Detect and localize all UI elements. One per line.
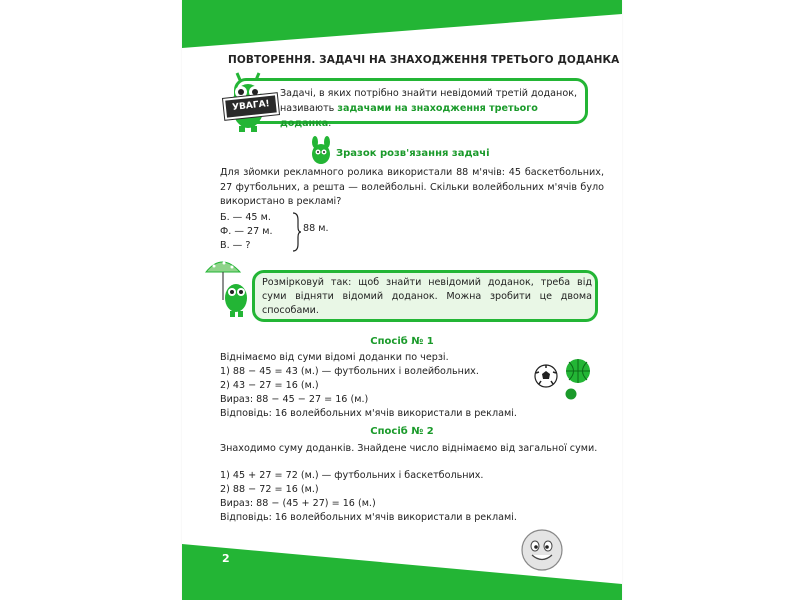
page-number: 2 xyxy=(222,552,230,565)
method2-intro: Знаходимо суму доданків. Знайдене число віднімаємо від загальної суми. xyxy=(220,443,598,454)
method2-line: 1) 45 + 27 = 72 (м.) — футбольних і баскетбольних. xyxy=(220,470,484,481)
small-ball-icon xyxy=(565,388,577,400)
workbook-page xyxy=(182,0,622,600)
method2-line: 2) 88 − 72 = 16 (м.) xyxy=(220,484,319,495)
curly-brace-icon xyxy=(292,212,302,252)
bunny-character-icon xyxy=(308,136,334,166)
condition-football: Ф. — 27 м. xyxy=(220,226,273,237)
method1-line: Віднімаємо від суми відомі доданки по черзі. xyxy=(220,352,449,363)
method1-heading: Спосіб № 1 xyxy=(370,336,434,347)
total-label: 88 м. xyxy=(303,223,329,234)
method2-line: Вираз: 88 − (45 + 27) = 16 (м.) xyxy=(220,498,376,509)
task-text: Для зйомки рекламного ролика використали 88 м'ячів: 45 баскетбольних, 27 футбольних, а решта — волейбольні. Скільки волейбольних м'ячів було використано в рекламі? xyxy=(220,167,604,207)
note-highlight: задачами на знаходження третього доданка xyxy=(280,103,538,129)
umbrella-character-icon xyxy=(204,256,256,326)
method1-answer: Відповідь: 16 волейбольних м'ячів використали в рекламі. xyxy=(220,408,517,419)
top-green-band xyxy=(182,0,622,48)
smiling-ball-icon xyxy=(520,528,564,572)
think-text: Розмірковуй так: щоб знайти невідомий доданок, треба від суми відняти відомий доданок. Можна зробити це двома способами. xyxy=(262,277,592,316)
football-icon xyxy=(534,364,558,388)
method2-heading: Спосіб № 2 xyxy=(370,426,434,437)
note-text: Задачі, в яких потрібно знайти невідомий третій доданок, називають задачами на знаходження третього доданка. xyxy=(280,88,578,129)
condition-basketball: Б. — 45 м. xyxy=(220,212,271,223)
condition-volleyball: В. — ? xyxy=(220,240,251,251)
method2-answer: Відповідь: 16 волейбольних м'ячів використали в рекламі. xyxy=(220,512,517,523)
method1-line: 1) 88 − 45 = 43 (м.) — футбольних і волейбольних. xyxy=(220,366,479,377)
basketball-icon xyxy=(565,358,591,384)
sample-heading: Зразок розв'язання задачі xyxy=(336,148,490,159)
method1-line: Вираз: 88 − 45 − 27 = 16 (м.) xyxy=(220,394,369,405)
attention-badge: УВАГА! xyxy=(223,93,279,120)
page-title: ПОВТОРЕННЯ. ЗАДАЧІ НА ЗНАХОДЖЕННЯ ТРЕТЬОГО ДОДАНКА xyxy=(228,54,620,66)
method1-line: 2) 43 − 27 = 16 (м.) xyxy=(220,380,319,391)
